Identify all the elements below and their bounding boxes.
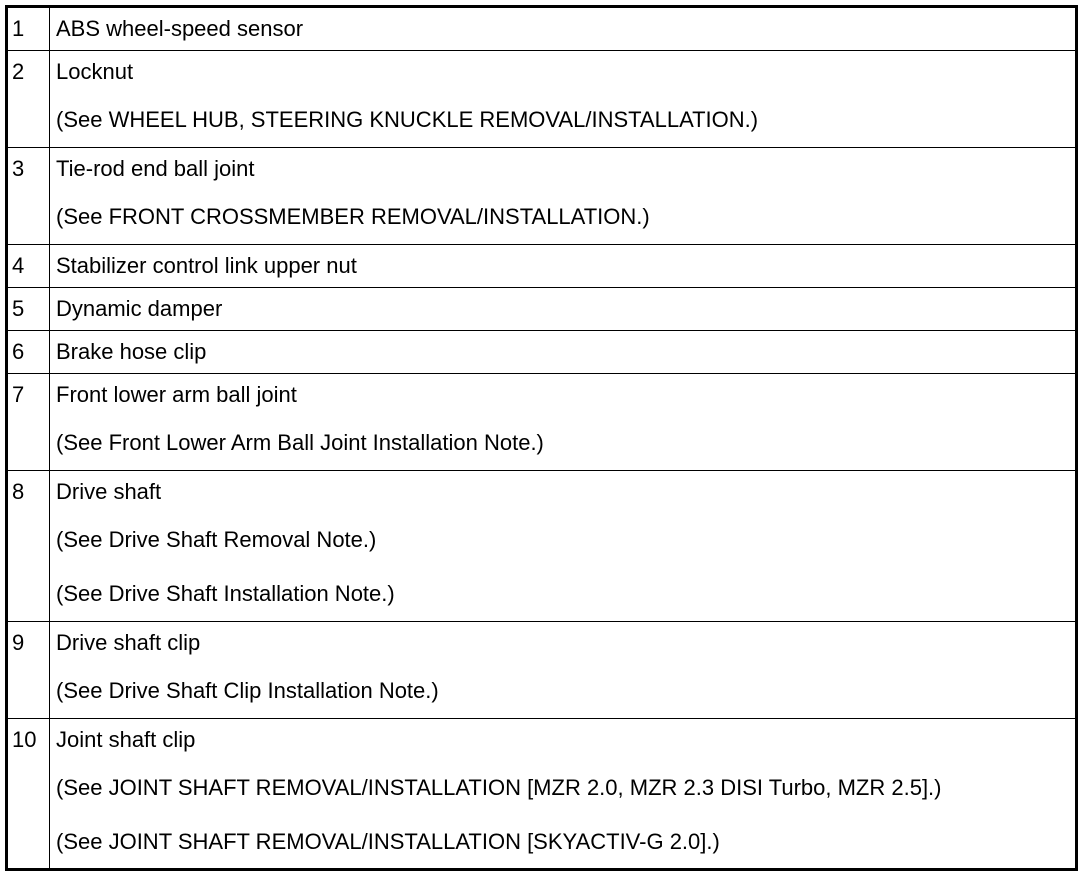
- table-row: [8, 622, 1075, 719]
- part-name: Front lower arm ball joint: [56, 382, 297, 407]
- part-description: [50, 288, 1076, 331]
- part-reference-note: (See Drive Shaft Installation Note.): [56, 581, 395, 606]
- part-number-text: 7: [12, 382, 25, 407]
- part-number: [8, 374, 50, 471]
- part-description: [50, 245, 1076, 288]
- table-row: [8, 8, 1075, 51]
- parts-table-frame: [5, 5, 1078, 871]
- part-name: Drive shaft: [56, 479, 162, 504]
- part-number-text: 5: [12, 296, 25, 321]
- part-description: [50, 622, 1076, 719]
- table-row: [8, 471, 1075, 622]
- part-reference-note: (See Drive Shaft Removal Note.): [56, 527, 377, 552]
- part-name: Brake hose clip: [56, 339, 207, 364]
- table-row: [8, 51, 1075, 148]
- part-number-text: 4: [12, 253, 25, 278]
- table-row: [8, 374, 1075, 471]
- part-reference-note: (See JOINT SHAFT REMOVAL/INSTALLATION [MZR 2.0, MZR 2.3 DISI Turbo, MZR 2.5].): [56, 775, 942, 800]
- part-description: [50, 148, 1076, 245]
- part-reference-note: (See WHEEL HUB, STEERING KNUCKLE REMOVAL/INSTALLATION.): [56, 107, 759, 132]
- part-description: [50, 51, 1076, 148]
- parts-table-body: [8, 8, 1075, 869]
- table-row: [8, 288, 1075, 331]
- part-number: [8, 51, 50, 148]
- part-number-text: 1: [12, 16, 25, 41]
- part-number: [8, 288, 50, 331]
- part-description: [50, 8, 1076, 51]
- part-name: Stabilizer control link upper nut: [56, 253, 357, 278]
- part-name: Joint shaft clip: [56, 727, 196, 752]
- part-description: [50, 471, 1076, 622]
- table-row: [8, 245, 1075, 288]
- part-number-text: 10: [12, 727, 37, 752]
- table-row: [8, 331, 1075, 374]
- part-name: Drive shaft clip: [56, 630, 201, 655]
- part-number: [8, 471, 50, 622]
- part-name: Tie-rod end ball joint: [56, 156, 255, 181]
- table-row: [8, 719, 1075, 870]
- part-reference-note: (See FRONT CROSSMEMBER REMOVAL/INSTALLATION.): [56, 204, 650, 229]
- part-name: ABS wheel-speed sensor: [56, 16, 304, 41]
- part-name: Dynamic damper: [56, 296, 223, 321]
- part-name: Locknut: [56, 59, 134, 84]
- part-number-text: 3: [12, 156, 25, 181]
- table-row: [8, 148, 1075, 245]
- part-number: [8, 331, 50, 374]
- part-description: [50, 331, 1076, 374]
- part-number-text: 6: [12, 339, 25, 364]
- part-number: [8, 148, 50, 245]
- part-description: [50, 374, 1076, 471]
- part-reference-note: (See Drive Shaft Clip Installation Note.): [56, 678, 439, 703]
- part-reference-note: (See JOINT SHAFT REMOVAL/INSTALLATION [SKYACTIV-G 2.0].): [56, 829, 720, 854]
- part-description: [50, 719, 1076, 870]
- part-number: [8, 8, 50, 51]
- part-reference-note: (See Front Lower Arm Ball Joint Installation Note.): [56, 430, 544, 455]
- part-number-text: 9: [12, 630, 25, 655]
- part-number: [8, 245, 50, 288]
- part-number: [8, 622, 50, 719]
- parts-table: [8, 8, 1075, 869]
- part-number-text: 8: [12, 479, 25, 504]
- part-number: [8, 719, 50, 870]
- part-number-text: 2: [12, 59, 25, 84]
